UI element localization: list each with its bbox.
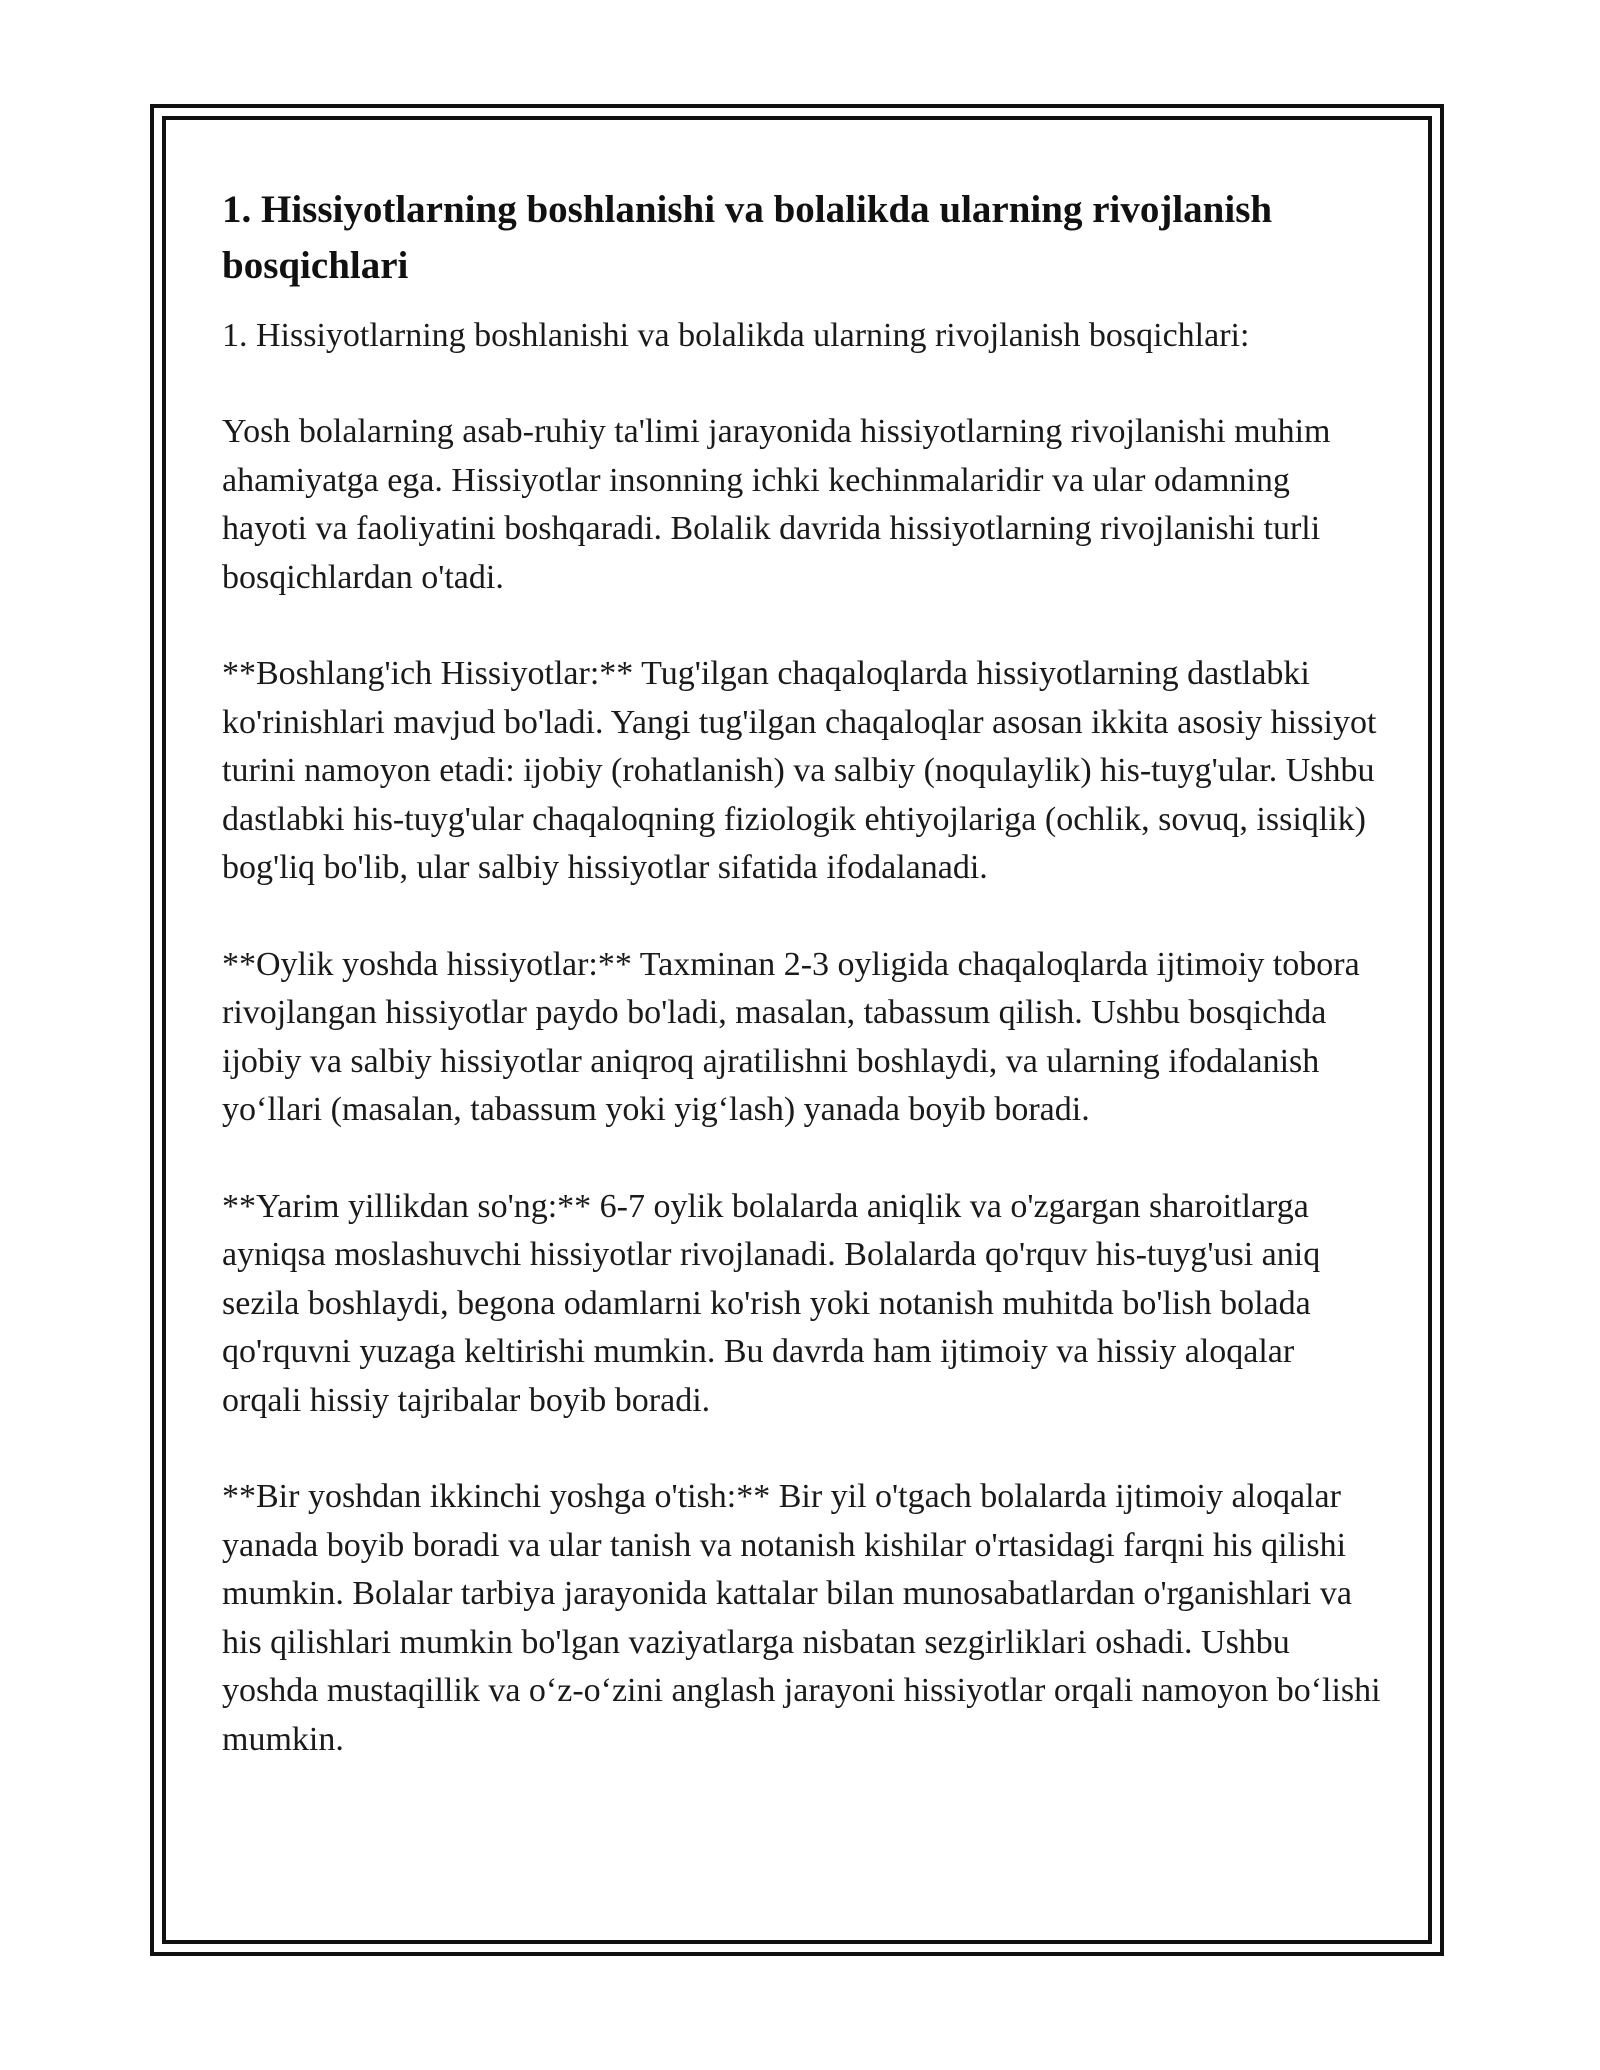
page-title: 1. Hissiyotlarning boshlanishi va bolalikda ularning rivojlanish bosqichlari — [222, 188, 1273, 287]
paragraph-half-year: **Yarim yillikdan so'ng:** 6-7 oylik bolalarda aniqlik va o'zgargan sharoitlarga ayniqsa moslashuvchi hissiyotlar rivojlanadi. Bolalarda qo'rquv his-tuyg'usi aniq sezila boshlaydi, begona odamlarni ko'rish yoki notanish muhitda bo'lish bolada qo'rquvni yuzaga keltirishi mumkin. Bu davrda ham ijtimoiy va hissiy aloqalar orqali hissiy tajribalar boyib boradi. — [222, 1187, 1321, 1419]
paragraph-initial-emotions: **Boshlang'ich Hissiyotlar:** Tug'ilgan chaqaloqlarda hissiyotlarning dastlabki ko'rinishlari mavjud bo'ladi. Yangi tug'ilgan chaqaloqlar asosan ikkita asosiy hissiyot turini namoyon etadi: ijobiy (rohatlanish) va salbiy (noqulaylik) his-tuyg'ular. Ushbu dastlabki his-tuyg'ular chaqaloqning fiziologik ehtiyojlariga (ochlik, sovuq, issiqlik) bog'liq bo'lib, ular salbiy hissiyotlar sifatida ifodalanadi. — [222, 655, 1377, 886]
document-body — [222, 182, 1382, 1764]
paragraph-one-to-two-years: **Bir yoshdan ikkinchi yoshga o'tish:** Bir yil o'tgach bolalarda ijtimoiy aloqalar yanada boyib boradi va ular tanish va notanish kishilar o'rtasidagi farqni his qilishi mumkin. Bolalar tarbiya jarayonida kattalar bilan munosabatlardan o'rganishlari va his qilishlari mumkin bo'lgan vaziyatlarga nisbatan sezgirliklari oshadi. Ushbu yoshda mustaqillik va o‘z-o‘zini anglash jarayoni hissiyotlar orqali namoyon bo‘lishi mumkin. — [222, 1478, 1381, 1758]
paragraph-monthly-emotions: **Oylik yoshda hissiyotlar:** Taxminan 2-3 oyligida chaqaloqlarda ijtimoiy tobora rivojlangan hissiyotlar paydo bo'ladi, masalan, tabassum qilish. Ushbu bosqichda ijobiy va salbiy hissiyotlar aniqroq ajratilishni boshlaydi, va ularning ifodalanish yo‘llari (masalan, tabassum yoki yig‘lash) yanada boyib boradi. — [222, 945, 1360, 1128]
paragraph-intro: Yosh bolalarning asab-ruhiy ta'limi jarayonida hissiyotlarning rivojlanishi muhim ahamiyatga ega. Hissiyotlar insonning ichki kechinmalaridir va ular odamning hayoti va faoliyatini boshqaradi. Bolalik davrida hissiyotlarning rivojlanishi turli bosqichlardan o'tadi. — [222, 413, 1331, 596]
section-subtitle: 1. Hissiyotlarning boshlanishi va bolalikda ularning rivojlanish bosqichlari: — [222, 317, 1250, 354]
